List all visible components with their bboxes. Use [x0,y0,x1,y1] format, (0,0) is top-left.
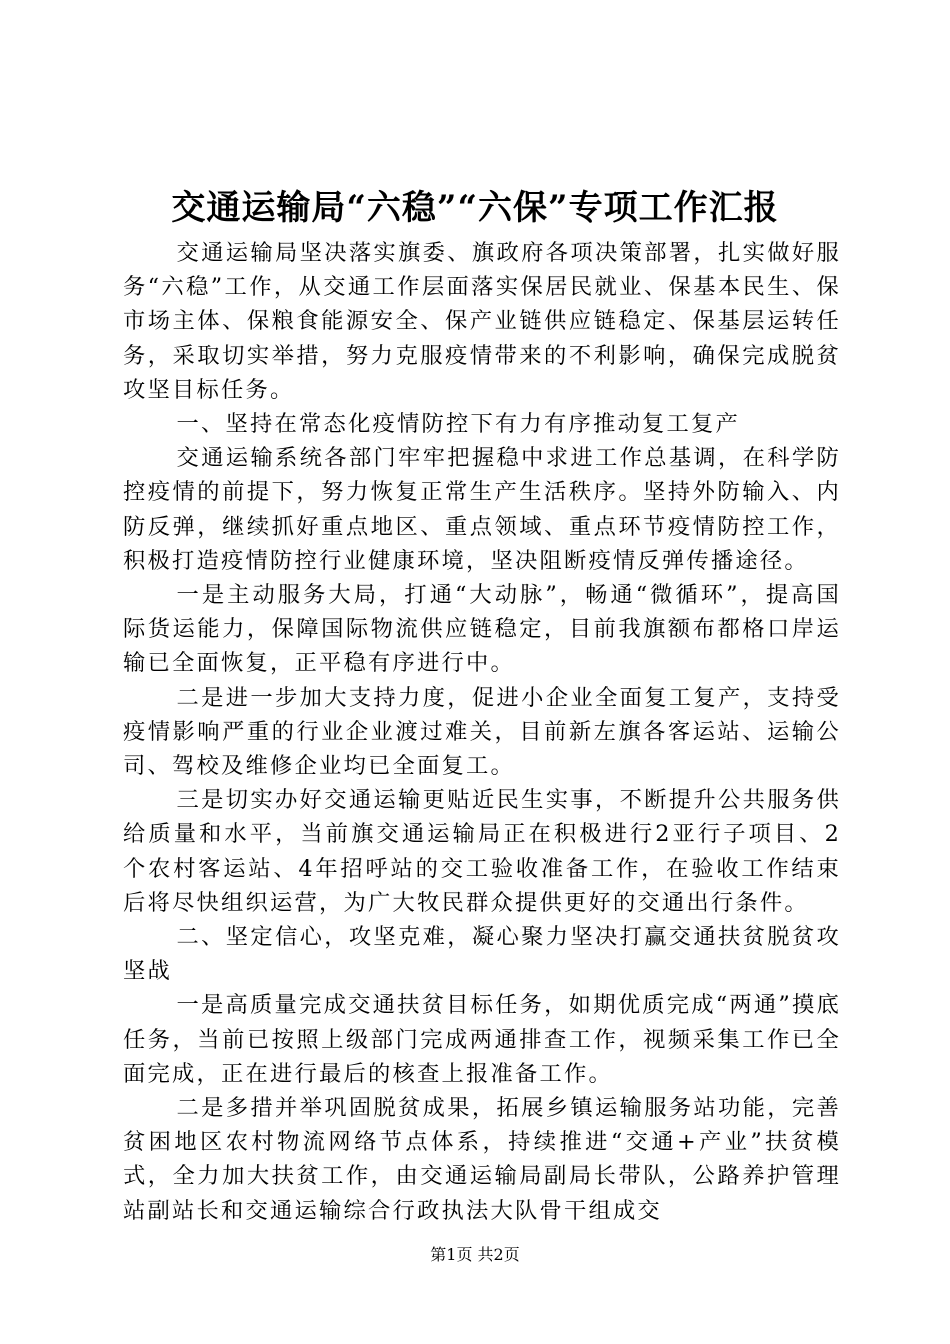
document-body [123,236,841,1228]
body-paragraph: 三是切实办好交通运输更贴近民生实事，不断提升公共服务供给质量和水平，当前旗交通运输局正在积极进行2亚行子项目、2个农村客运站、4年招呼站的交工验收准备工作，在验收工作结束后将尽快组织运营，为广大牧民群众提供更好的交通出行条件。 [123,787,841,916]
section-heading: 一、坚持在常态化疫情防控下有力有序推动复工复产 [176,411,740,438]
body-paragraph: 二是多措并举巩固脱贫成果，拓展乡镇运输服务站功能，完善贫困地区农村物流网络节点体系，持续推进“交通+产业”扶贫模式，全力加大扶贫工作，由交通运输局副局长带队，公路养护管理站副站长和交通运输综合行政执法大队骨干组成交 [123,1095,841,1224]
section-heading: 二、坚定信心，攻坚克难，凝心聚力坚决打赢交通扶贫脱贫攻坚战 [123,924,841,985]
body-paragraph: 一是高质量完成交通扶贫目标任务，如期优质完成“两通”摸底任务，当前已按照上级部门完成两通排查工作，视频采集工作已全面完成，正在进行最后的核查上报准备工作。 [123,992,841,1087]
body-paragraph: 二是进一步加大支持力度，促进小企业全面复工复产，支持受疫情影响严重的行业企业渡过难关，目前新左旗各客运站、运输公司、驾校及维修企业均已全面复工。 [123,684,841,780]
body-paragraph: 交通运输系统各部门牢牢把握稳中求进工作总基调，在科学防控疫情的前提下，努力恢复正常生产生活秩序。坚持外防输入、内防反弹，继续抓好重点地区、重点领域、重点环节疫情防控工作，积极打造疫情防控行业健康环境，坚决阻断疫情反弹传播途径。 [123,445,841,574]
document-title: 交通运输局“六稳”“六保”专项工作汇报 [171,188,779,228]
body-paragraph: 交通运输局坚决落实旗委、旗政府各项决策部署，扎实做好服务“六稳”工作，从交通工作层面落实保居民就业、保基本民生、保市场主体、保粮食能源安全、保产业链供应链稳定、保基层运转任务，采取切实举措，努力克服疫情带来的不利影响，确保完成脱贫攻坚目标任务。 [123,240,841,403]
page-number: 第1页 共2页 [430,1245,520,1264]
body-paragraph: 一是主动服务大局，打通“大动脉”，畅通“微循环”，提高国际货运能力，保障国际物流供应链稳定，目前我旗额布都格口岸运输已全面恢复，正平稳有序进行中。 [123,582,841,677]
